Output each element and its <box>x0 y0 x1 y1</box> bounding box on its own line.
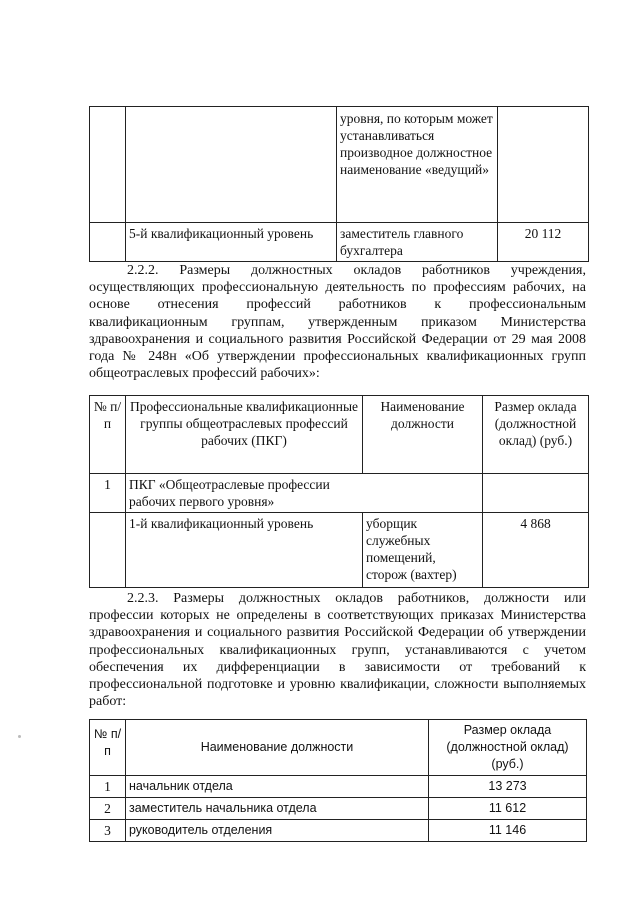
table-cell <box>126 107 337 223</box>
paragraph-2-2-2: 2.2.2. Размеры должностных окладов работников учреждения, осуществляющих профессиональную деятельность по профессиям рабочих, на основе отнесения профессий работников к профессиональным квалификационным группам, утвержденным приказом Министерства здравоохранения и социального развития Российской Федерации от 29 мая 2008 года № 248н «Об утверждении профессиональных квалификационных групп общеотраслевых профессий рабочих»: <box>89 263 586 382</box>
table-cell: уборщик служебных помещений, сторож (вахтер) <box>363 513 483 588</box>
table-row <box>90 107 589 223</box>
table-cell: 1-й квалификационный уровень <box>126 513 363 588</box>
table-cell <box>90 513 126 588</box>
scan-dot <box>18 735 21 738</box>
table-cell: 20 112 <box>498 223 589 262</box>
table-2 <box>89 395 589 588</box>
table-cell: 13 273 <box>429 776 587 798</box>
table-header-row <box>90 720 587 776</box>
table-cell: 11 146 <box>429 820 587 842</box>
table-header-cell: Размер оклада (должностной оклад) (руб.) <box>483 396 589 474</box>
table-cell <box>90 223 126 262</box>
table-header-cell: Профессиональные квалификационные группы общеотраслевых профессий рабочих (ПКГ) <box>126 396 363 474</box>
table-cell: ПКГ «Общеотраслевые профессии рабочих первого уровня» <box>126 474 483 513</box>
table-header-cell: Наименование должности <box>363 396 483 474</box>
table-cell: начальник отдела <box>126 776 429 798</box>
table-cell <box>483 474 589 513</box>
table-header-row <box>90 396 589 474</box>
table-cell <box>90 107 126 223</box>
table-header-cell: № п/п <box>90 720 126 776</box>
table-cell: руководитель отделения <box>126 820 429 842</box>
table-cell: уровня, по которым может устанавливаться производное должностное наименование «ведущий» <box>337 107 498 223</box>
table-cell: 11 612 <box>429 798 587 820</box>
table-cell: 5-й квалификационный уровень <box>126 223 337 262</box>
table-cell: 3 <box>90 820 126 842</box>
table-cell: 1 <box>90 776 126 798</box>
table-header-cell: Размер оклада (должностной оклад) (руб.) <box>429 720 587 776</box>
table-cell: 4 868 <box>483 513 589 588</box>
table-1 <box>89 106 589 262</box>
table-3 <box>89 719 587 842</box>
table-header-cell: № п/п <box>90 396 126 474</box>
table-row <box>90 776 587 798</box>
table-row <box>90 474 589 513</box>
table-row <box>90 820 587 842</box>
table-row <box>90 798 587 820</box>
table-cell <box>498 107 589 223</box>
table-header-cell: Наименование должности <box>126 720 429 776</box>
table-cell: заместитель начальника отдела <box>126 798 429 820</box>
table-cell: 1 <box>90 474 126 513</box>
table-row <box>90 513 589 588</box>
table-row <box>90 223 589 262</box>
paragraph-2-2-3: 2.2.3. Размеры должностных окладов работников, должности или профессии которых не определены в соответствующих приказах Министерства здравоохранения и социального развития Российской Федерации об утверждении профессиональных квалификационных групп, устанавливаются с учетом обеспечения их дифференциации в зависимости от требований к профессиональной подготовке и уровню квалификации, сложности выполняемых работ: <box>89 591 586 710</box>
table-cell: 2 <box>90 798 126 820</box>
table-cell: заместитель главного бухгалтера <box>337 223 498 262</box>
